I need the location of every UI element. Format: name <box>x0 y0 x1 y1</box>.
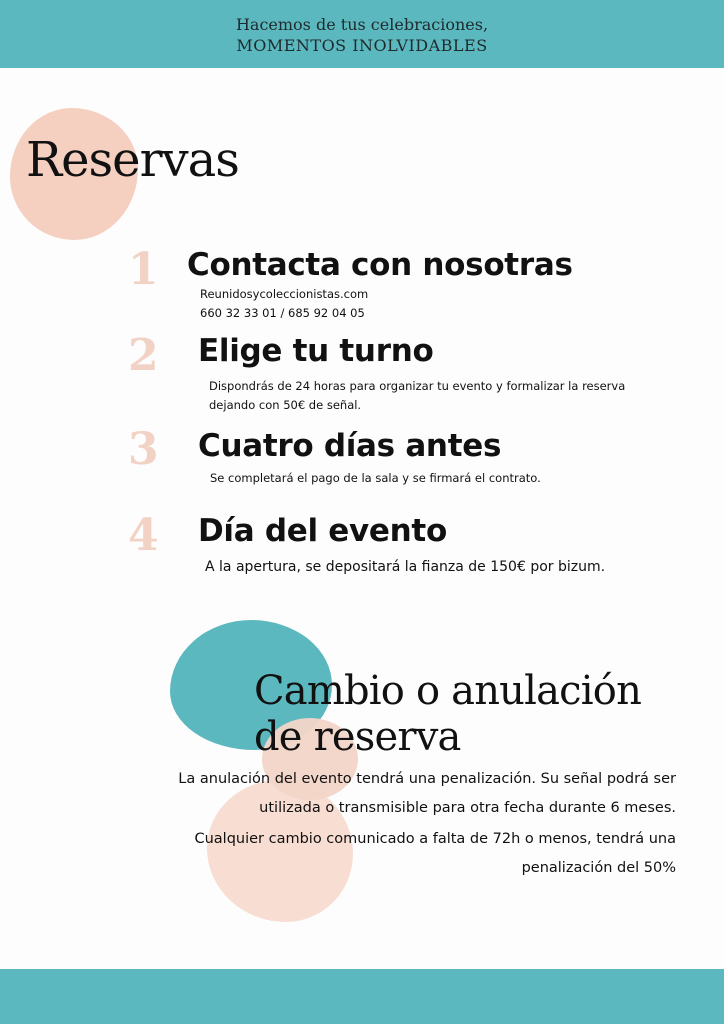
step-4-title: Día del evento <box>198 513 447 549</box>
header-banner <box>0 0 724 68</box>
step-2-text-line1: Dispondrás de 24 horas para organizar tu evento y formalizar la reserva <box>209 379 626 393</box>
cancellation-title-line2: de reserva <box>254 714 461 760</box>
cancellation-paragraph-1-line1: La anulación del evento tendrá una penalización. Su señal podrá ser <box>178 771 676 787</box>
step-1-title: Contacta con nosotras <box>187 247 573 283</box>
step-4-number: 4 <box>128 510 159 561</box>
cancellation-paragraph-1-line2: utilizada o transmisible para otra fecha durante 6 meses. <box>259 800 676 816</box>
step-3-text: Se completará el pago de la sala y se firmará el contrato. <box>210 471 541 485</box>
step-1-number: 1 <box>128 244 159 295</box>
cancellation-paragraph-1 <box>178 765 676 823</box>
header-tagline-line2: MOMENTOS INOLVIDABLES <box>236 36 488 55</box>
step-1-website: Reunidosycoleccionistas.com <box>200 287 369 301</box>
step-1-phones: 660 32 33 01 / 685 92 04 05 <box>200 306 365 320</box>
cancellation-title <box>254 668 641 760</box>
step-3-number: 3 <box>128 424 159 475</box>
footer-banner <box>0 969 724 1024</box>
step-3-title: Cuatro días antes <box>198 428 502 464</box>
cancellation-paragraph-2 <box>194 825 676 883</box>
step-4-text: A la apertura, se depositará la fianza de 150€ por bizum. <box>205 559 606 575</box>
cancellation-paragraph-2-line2: penalización del 50% <box>521 860 676 876</box>
header-tagline-line1: Hacemos de tus celebraciones, <box>235 15 489 34</box>
step-2-title: Elige tu turno <box>198 333 434 369</box>
step-2-number: 2 <box>128 330 159 381</box>
step-2-text-line2: dejando con 50€ de señal. <box>209 398 362 412</box>
page-title: Reservas <box>26 132 239 188</box>
cancellation-title-line1: Cambio o anulación <box>254 668 642 714</box>
cancellation-paragraph-2-line1: Cualquier cambio comunicado a falta de 72h o menos, tendrá una <box>194 831 676 847</box>
